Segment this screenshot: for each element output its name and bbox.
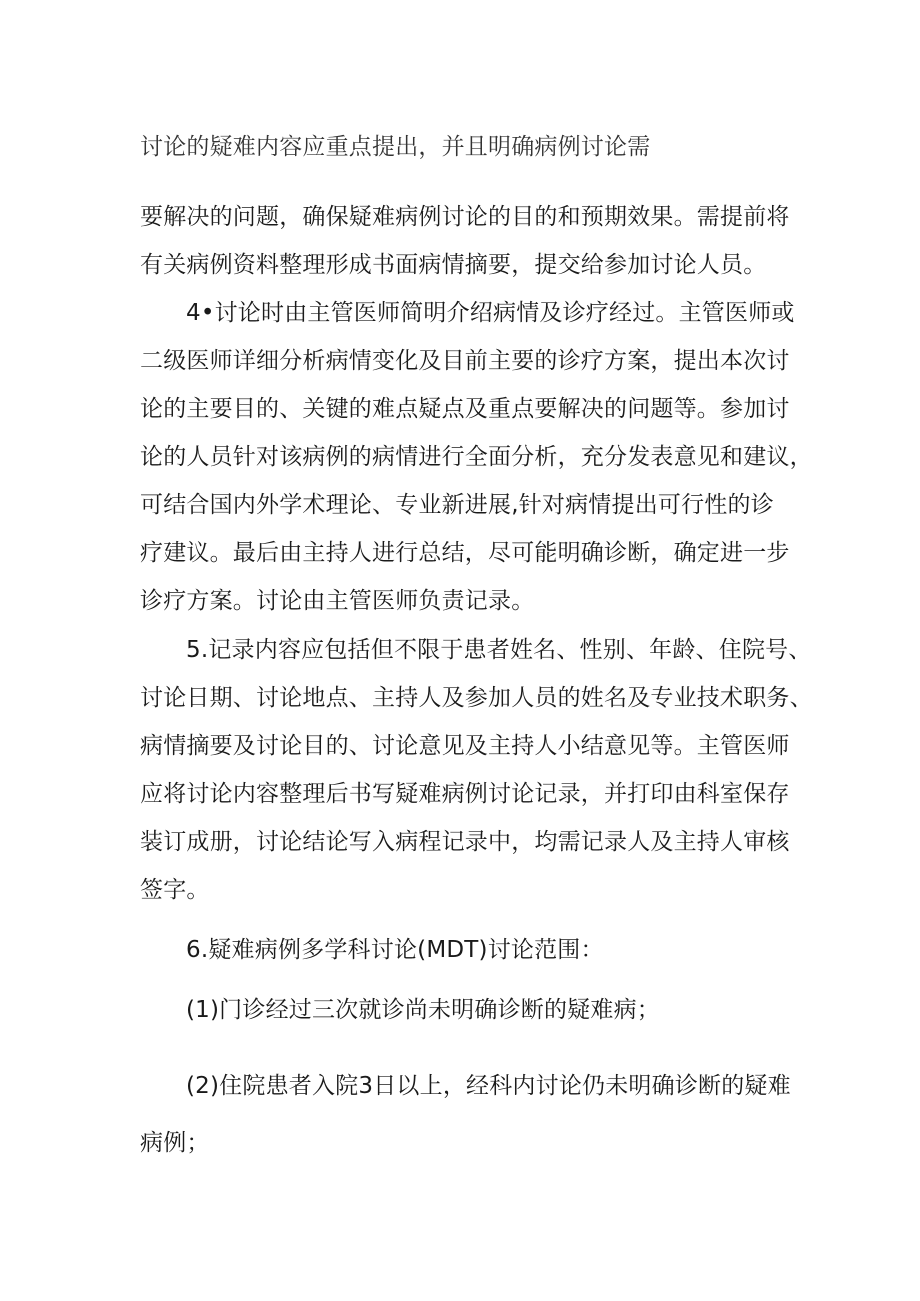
paragraph-line: 二级医师详细分析病情变化及目前主要的诊疗方案，提出本次讨 xyxy=(140,348,790,374)
paragraph-line: 签字。 xyxy=(140,877,210,903)
paragraph-line: 讨论日期、讨论地点、主持人及参加人员的姓名及专业技术职务、 xyxy=(140,685,813,711)
paragraph-line: 疗建议。最后由主持人进行总结，尽可能明确诊断，确定进一步 xyxy=(140,540,790,566)
paragraph-line: 要解决的问题，确保疑难病例讨论的目的和预期效果。需提前将 xyxy=(140,204,790,230)
paragraph-line: (1)门诊经过三次就诊尚未明确诊断的疑难病； xyxy=(186,997,660,1023)
paragraph-line: 论的主要目的、关键的难点疑点及重点要解决的问题等。参加讨 xyxy=(140,396,790,422)
paragraph-line: 可结合国内外学术理论、专业新进展,针对病情提出可行性的诊 xyxy=(140,492,774,518)
paragraph-line: 4•讨论时由主管医师简明介绍病情及诊疗经过。主管医师或 xyxy=(186,300,795,326)
paragraph-line: (2)住院患者入院3日以上，经科内讨论仍未明确诊断的疑难 xyxy=(186,1073,791,1099)
paragraph-line: 6.疑难病例多学科讨论(MDT)讨论范围： xyxy=(186,937,604,963)
paragraph-line: 病情摘要及讨论目的、讨论意见及主持人小结意见等。主管医师 xyxy=(140,733,790,759)
paragraph-line: 应将讨论内容整理后书写疑难病例讨论记录，并打印由科室保存 xyxy=(140,781,790,807)
paragraph-line: 论的人员针对该病例的病情进行全面分析，充分发表意见和建议， xyxy=(140,444,813,470)
paragraph-line: 装订成册，讨论结论写入病程记录中，均需记录人及主持人审核 xyxy=(140,829,790,855)
paragraph-line: 诊疗方案。讨论由主管医师负责记录。 xyxy=(140,588,535,614)
paragraph-line: 5.记录内容应包括但不限于患者姓名、性别、年龄、住院号、 xyxy=(186,637,812,663)
paragraph-line: 讨论的疑难内容应重点提出，并且明确病例讨论需 xyxy=(140,134,651,160)
paragraph-line: 病例； xyxy=(140,1130,210,1156)
paragraph-line: 有关病例资料整理形成书面病情摘要，提交给参加讨论人员。 xyxy=(140,252,767,278)
